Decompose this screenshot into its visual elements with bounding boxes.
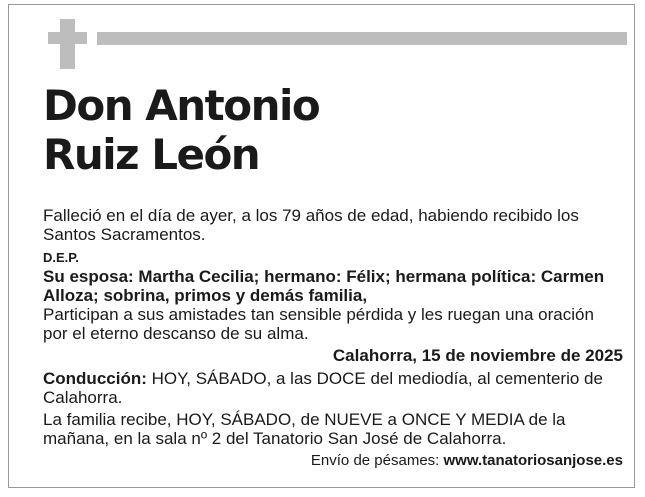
dep-label: D.E.P.	[43, 250, 79, 265]
name-line-2: Ruiz León	[43, 130, 260, 179]
reception-text: La familia recibe, HOY, SÁBADO, de NUEVE a ONCE Y MEDIA de la mañana, en la sala nº 2 del Tanatorio San José de Calahorra.	[43, 410, 566, 448]
announcement-text: Falleció en el día de ayer, a los 79 años de edad, habiendo recibido los Santos Sacramentos.	[43, 206, 579, 244]
obituary-card	[8, 4, 635, 488]
name-line-1: Don Antonio	[43, 81, 320, 130]
family-list: Su esposa: Martha Cecilia; hermano: Félix; hermana política: Carmen Alloza; sobrina, primos y demás familia,	[43, 267, 605, 305]
obituary-body	[43, 206, 623, 470]
header-rule	[97, 32, 627, 45]
condolences-line	[43, 451, 623, 470]
conduccion-text: HOY, SÁBADO, a las DOCE del mediodía, al cementerio de Calahorra.	[43, 369, 603, 407]
deceased-name	[43, 81, 319, 179]
date-line: Calahorra, 15 de noviembre de 2025	[332, 346, 623, 365]
conduccion-label: Conducción:	[43, 369, 147, 388]
conduccion-paragraph	[43, 369, 623, 407]
condolences-label: Envío de pésames:	[310, 452, 444, 469]
condolences-link[interactable]: www.tanatoriosanjose.es	[443, 452, 623, 469]
request-text: Participan a sus amistades tan sensible pérdida y les ruegan una oración por el eterno descanso de su alma.	[43, 305, 594, 343]
cross-icon	[60, 19, 75, 69]
cross-icon-bar	[48, 32, 87, 44]
